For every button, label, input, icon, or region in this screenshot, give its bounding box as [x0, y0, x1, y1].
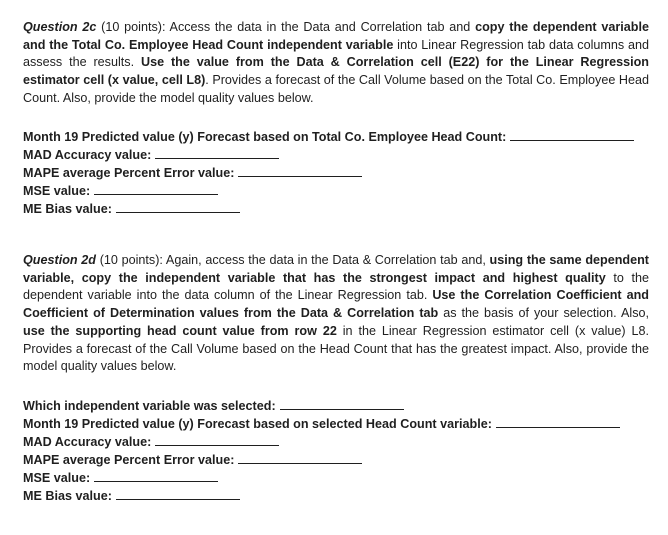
q2c-mape-answer-line[interactable] [238, 163, 362, 177]
question-2c-title: Question 2c [23, 20, 97, 34]
question-2d-title: Question 2d [23, 253, 96, 267]
question-2d-bold3: use the supporting head count value from row 22 [23, 323, 337, 338]
q2c-mse-answer-line[interactable] [94, 181, 218, 195]
q2d-field-mse-label: MSE value: [23, 471, 91, 485]
question-2c-part2: into Linear Regression tab data columns and assess the results. [23, 37, 649, 70]
question-2c-part1: : Access the data in the Data and Correlation tab and [161, 20, 476, 34]
question-2d-points: (10 points) [99, 253, 160, 267]
q2c-field-mse [23, 181, 663, 199]
question-2d-text [23, 252, 649, 376]
question-2d-part3: as the basis of your selection. Also, [438, 306, 649, 321]
q2c-field-mape [23, 163, 663, 181]
question-2c-bold2: Use the value from the Data & Correlation cell (E22) for the Linear Regression estimator cell (x value, cell L8) [23, 55, 649, 88]
question-2c-points: (10 points) [101, 20, 162, 34]
question-2d-part4: in the Linear Regression estimator cell (x value) L8. Provides a forecast of the Call Volume based on the Head Count that has the greatest impact. Also, provide the model quality values below. [23, 323, 649, 374]
question-2d-part2: to the dependent variable into the data column of the Linear Regression tab. [23, 270, 650, 303]
q2d-field-forecast-label: Month 19 Predicted value (y) Forecast based on selected Head Count variable: [23, 417, 492, 431]
question-2d-bold1: using the same dependent variable, copy the independent variable that has the strongest impact and highest quality [23, 253, 649, 285]
q2d-mse-answer-line[interactable] [94, 468, 218, 482]
question-2c-text [23, 19, 649, 108]
question-2d-answer-fields [23, 396, 663, 504]
q2c-field-mad-label: MAD Accuracy value: [23, 148, 152, 162]
q2c-field-me-label: ME Bias value: [23, 202, 112, 216]
q2c-forecast-answer-line[interactable] [510, 127, 634, 141]
question-2c-answer-fields [23, 127, 663, 217]
q2d-field-me-label: ME Bias value: [23, 489, 112, 503]
q2d-field-mad [23, 432, 663, 450]
question-2c-part3: . Provides a forecast of the Call Volume based on the Total Co. Employee Head Count. Also, provide the model quality values below. [23, 73, 649, 105]
q2d-variable-answer-line[interactable] [280, 396, 404, 410]
question-2d-part1: : Again, access the data in the Data & Correlation tab and, [159, 253, 490, 267]
q2d-field-mape [23, 450, 663, 468]
q2c-field-mad [23, 145, 663, 163]
q2d-field-forecast [23, 414, 663, 432]
question-2c-bold1: copy the dependent variable and the Total Co. Employee Head Count independent variable [23, 20, 649, 52]
q2c-field-forecast-label: Month 19 Predicted value (y) Forecast based on Total Co. Employee Head Count: [23, 130, 507, 144]
q2d-mape-answer-line[interactable] [238, 450, 362, 464]
question-2d-bold2: Use the Correlation Coefficient and Coefficient of Determination values from the Data & Correlation tab [23, 288, 649, 321]
q2d-field-mse [23, 468, 663, 486]
q2d-field-variable-label: Which independent variable was selected: [23, 399, 276, 413]
q2d-forecast-answer-line[interactable] [496, 414, 620, 428]
q2d-field-mad-label: MAD Accuracy value: [23, 435, 152, 449]
q2c-field-mape-label: MAPE average Percent Error value: [23, 166, 235, 180]
q2d-field-mape-label: MAPE average Percent Error value: [23, 453, 235, 467]
q2d-me-answer-line[interactable] [116, 486, 240, 500]
q2c-me-answer-line[interactable] [116, 199, 240, 213]
q2c-field-mse-label: MSE value: [23, 184, 91, 198]
q2c-field-forecast [23, 127, 663, 145]
q2d-field-variable [23, 396, 663, 414]
q2c-field-me [23, 199, 663, 217]
q2d-mad-answer-line[interactable] [155, 432, 279, 446]
q2c-mad-answer-line[interactable] [155, 145, 279, 159]
q2d-field-me [23, 486, 663, 504]
